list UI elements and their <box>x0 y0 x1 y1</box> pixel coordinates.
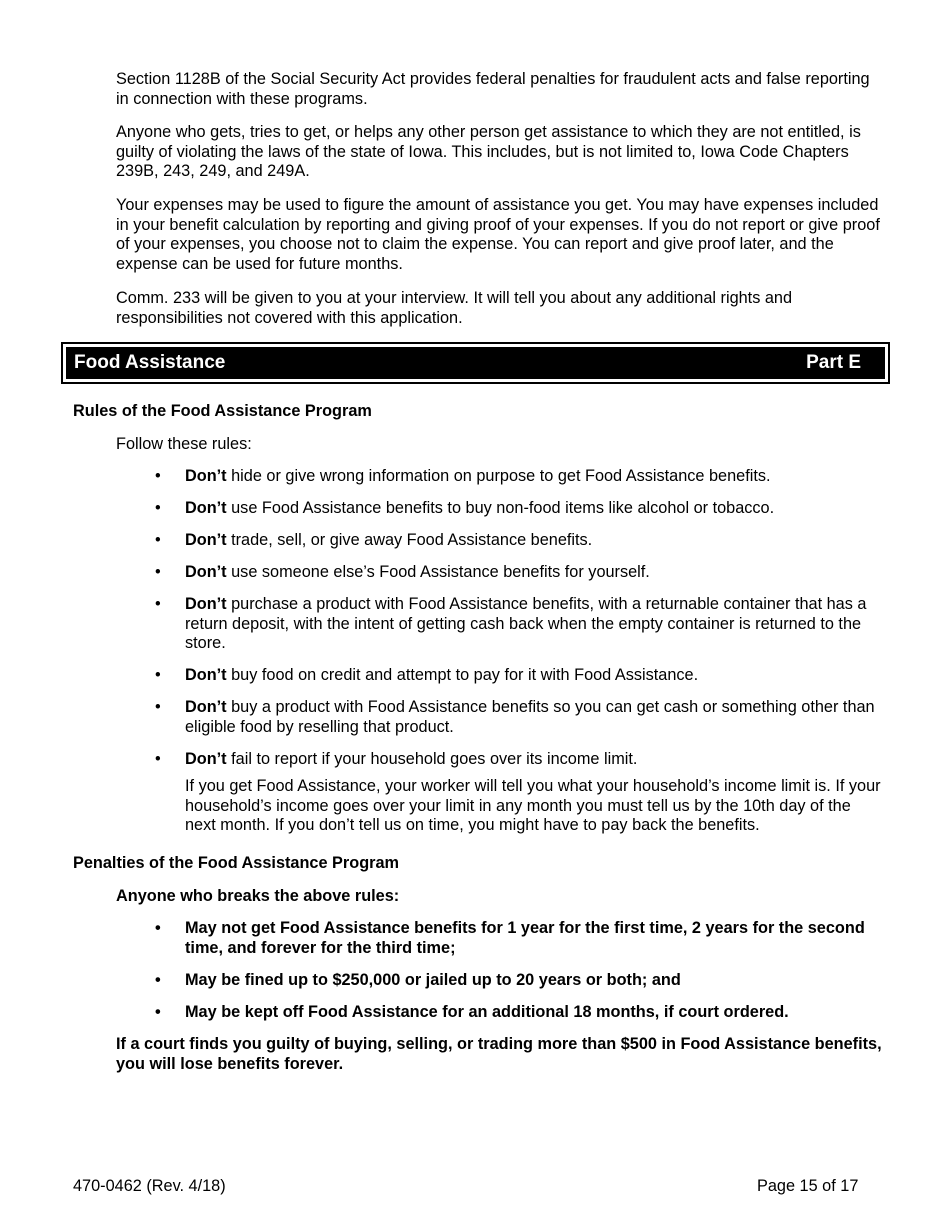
rule-lead: Don’t <box>185 467 227 485</box>
court-warning: If a court finds you guilty of buying, selling, or trading more than $500 in Food Assistance benefits, you will lose benefits forever. <box>116 1035 882 1073</box>
rule-lead: Don’t <box>185 563 227 581</box>
penalty-item <box>155 1003 885 1023</box>
intro-paragraph-iowa-laws: Anyone who gets, tries to get, or helps any other person get assistance to which they are not entitled, is guilty of violating the laws of the state of Iowa. This includes, but is not limited to, Iowa Code Chapters 239B, 243, 249, and 249A. <box>116 123 861 180</box>
penalty-item <box>155 919 885 958</box>
bullet-icon: • <box>155 531 161 549</box>
page-number: Page 15 of 17 <box>757 1177 859 1195</box>
form-number: 470-0462 (Rev. 4/18) <box>73 1177 226 1195</box>
rule-lead: Don’t <box>185 698 227 716</box>
penalty-text: May be fined up to $250,000 or jailed up to 20 years or both; and <box>185 970 681 989</box>
section-part-label: Part E <box>806 352 861 373</box>
bullet-icon: • <box>155 1002 161 1021</box>
rule-lead: Don’t <box>185 595 227 613</box>
rule-text: purchase a product with Food Assistance benefits, with a returnable container that has a return deposit, with the intent of getting cash back when the empty container is returned to the store. <box>185 595 867 652</box>
rule-lead: Don’t <box>185 749 227 768</box>
rule-text: fail to report if your household goes over its income limit. <box>226 749 638 768</box>
bullet-icon: • <box>155 749 161 768</box>
rule-lead: Don’t <box>185 531 227 549</box>
penalty-text: May not get Food Assistance benefits for 1 year for the first time, 2 years for the second time, and forever for the third time; <box>185 919 865 957</box>
rules-list <box>155 467 885 769</box>
bullet-icon: • <box>155 467 161 485</box>
penalty-item <box>155 971 885 991</box>
rule-text: hide or give wrong information on purpose to get Food Assistance benefits. <box>226 467 771 485</box>
rule-text: buy food on credit and attempt to pay for it with Food Assistance. <box>226 666 699 684</box>
bullet-icon: • <box>155 698 161 716</box>
rule-item <box>155 698 885 737</box>
rule-text: trade, sell, or give away Food Assistance benefits. <box>226 531 593 549</box>
bullet-icon: • <box>155 666 161 684</box>
rules-heading: Rules of the Food Assistance Program <box>73 402 372 420</box>
intro-paragraph-social-security: Section 1128B of the Social Security Act provides federal penalties for fraudulent acts and false reporting in connection with these programs. <box>116 70 870 108</box>
rule-item <box>155 595 885 654</box>
rule-text: buy a product with Food Assistance benefits so you can get cash or something other than eligible food by reselling that product. <box>185 698 875 736</box>
bullet-icon: • <box>155 499 161 517</box>
rules-intro: Follow these rules: <box>116 435 252 453</box>
penalties-intro: Anyone who breaks the above rules: <box>116 887 400 905</box>
bullet-icon: • <box>155 563 161 581</box>
bullet-icon: • <box>155 919 161 937</box>
rule-item <box>155 531 885 551</box>
section-header-bar <box>61 342 890 384</box>
rule-item <box>155 499 885 519</box>
rule-item <box>155 467 885 487</box>
income-limit-note: If you get Food Assistance, your worker will tell you what your household’s income limit is. If your household’s income goes over your limit in any month you must tell us by the 10th day of the next month. If you don’t tell us on time, you might have to pay back the benefits. <box>185 777 881 834</box>
penalty-text: May be kept off Food Assistance for an additional 18 months, if court ordered. <box>185 1002 789 1021</box>
rule-item <box>155 666 885 686</box>
bullet-icon: • <box>155 595 161 613</box>
section-header-fill <box>66 347 885 379</box>
section-title: Food Assistance <box>74 352 226 373</box>
rule-item <box>155 563 885 583</box>
rule-item <box>155 750 885 770</box>
rule-text: use someone else’s Food Assistance benefits for yourself. <box>226 563 650 581</box>
rule-lead: Don’t <box>185 499 227 517</box>
intro-paragraph-expenses: Your expenses may be used to figure the amount of assistance you get. You may have expenses included in your benefit calculation by reporting and giving proof of your expenses. If you do not report or give proof of your expenses, you choose not to claim the expense. You can report and give proof later, and the expense can be used for future months. <box>116 196 880 273</box>
penalties-list <box>155 919 885 1022</box>
intro-paragraph-comm-233: Comm. 233 will be given to you at your interview. It will tell you about any additional rights and responsibilities not covered with this application. <box>116 289 793 327</box>
penalties-heading: Penalties of the Food Assistance Program <box>73 854 400 872</box>
bullet-icon: • <box>155 970 161 989</box>
rule-text: use Food Assistance benefits to buy non-food items like alcohol or tobacco. <box>226 499 775 517</box>
rule-lead: Don’t <box>185 666 227 684</box>
